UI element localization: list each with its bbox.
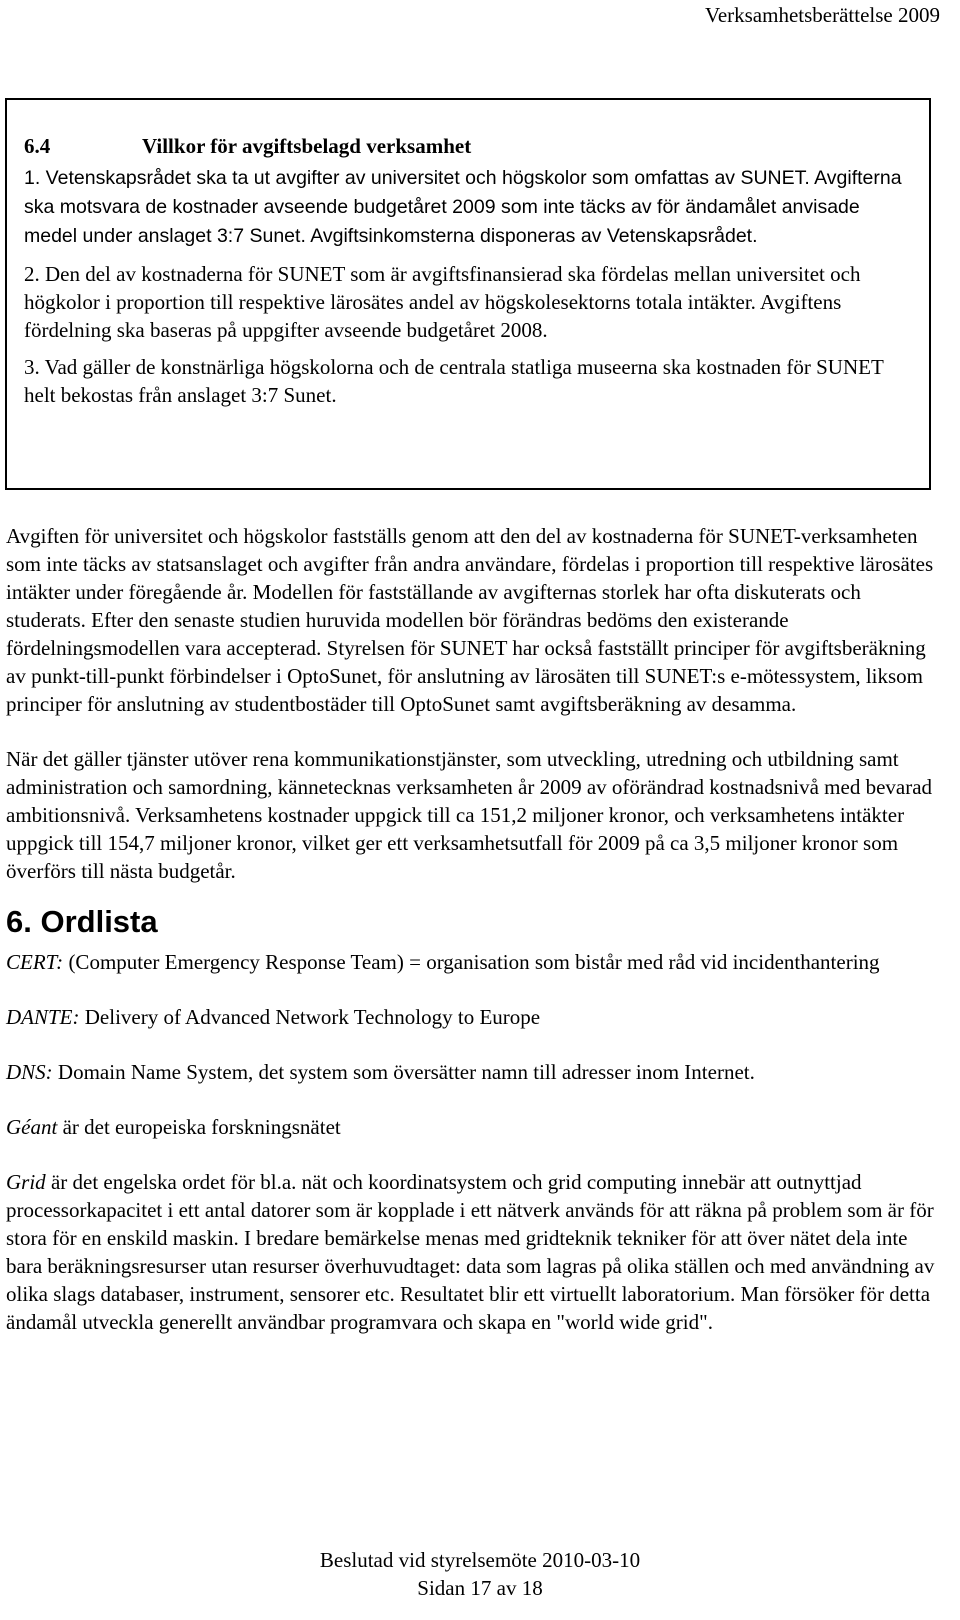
glossary-definition: Domain Name System, det system som översätter namn till adresser inom Internet.: [52, 1060, 755, 1084]
condition-item-2: 2. Den del av kostnaderna för SUNET som är avgiftsfinansierad ska fördelas mellan universitet och högkolor i proportion till respektive lärosätes andel av högskolesektorns totala intäkter. Avgiftens fördelning ska baseras på uppgifter avseende budgetåret 2008.: [24, 262, 861, 342]
section-heading: [24, 132, 909, 160]
glossary-definition: är det engelska ordet för bl.a. nät och koordinatsystem och grid computing innebär att outnyttjad processorkapacitet i ett antal datorer som är kopplade i ett nätverk används för att räkna på problem som är för stora för en enskild maskin. I bredare bemärkelse menas med gridteknik tekniker för att över nätet dela inte bara beräkningsresurser utan resurser överhuvudtaget: data som lagras på olika ställen och med användning av olika slags databaser, instrument, sensorer etc. Resultatet blir ett virtuellt laboratorium. Man försöker för detta ändamål utveckla generellt användbar programvara och skapa en "world wide grid".: [6, 1170, 935, 1334]
conditions-box: [5, 98, 931, 490]
glossary-heading: 6. Ordlista: [6, 904, 158, 939]
glossary-term: CERT:: [6, 950, 64, 974]
glossary-definition: (Computer Emergency Response Team) = organisation som bistår med råd vid incidenthantering: [63, 950, 880, 974]
paragraph-services: När det gäller tjänster utöver rena kommunikationstjänster, som utveckling, utredning och utbildning samt administration och samordning, kännetecknas verksamheten år 2009 av oförändrad kostnadsnivå med bevarad ambitionsnivå. Verksamhetens kostnader uppgick till ca 151,2 miljoner kronor, och verksamhetens intäkter uppgick till 154,7 miljoner kronor, vilket ger ett verksamhetsutfall för 2009 på ca 3,5 miljoner kronor som överförs till nästa budgetår.: [6, 747, 933, 883]
running-header: Verksamhetsberättelse 2009: [704, 3, 940, 27]
condition-item-1: 1. Vetenskapsrådet ska ta ut avgifter av universitet och högskolor som omfattas av SUNET. Avgifterna ska motsvara de kostnader avseende budgetåret 2009 som inte täcks av för ändamålet anvisade medel under anslaget 3:7 Sunet. Avgiftsinkomsterna disponeras av Vetenskapsrådet.: [24, 167, 902, 247]
main-content: [6, 522, 936, 1363]
glossary-entry: [6, 1113, 936, 1141]
condition-item-3: 3. Vad gäller de konstnärliga högskolorna och de centrala statliga museerna ska kostnaden för SUNET helt bekostas från anslaget 3:7 Sunet.: [24, 355, 884, 407]
section-title: Villkor för avgiftsbelagd verksamhet: [142, 134, 472, 158]
glossary-entry: [6, 948, 936, 976]
footer-decision-date: Beslutad vid styrelsemöte 2010-03-10: [319, 1548, 641, 1572]
footer-page-number: Sidan 17 av 18: [417, 1576, 543, 1600]
paragraph-fees: Avgiften för universitet och högskolor fastställs genom att den del av kostnaderna för SUNET-verksamheten som inte täcks av statsanslaget och avgifter från andra användare, fördelas i proportion till respektive lärosätes intäkter under föregående år. Modellen för fastställande av avgifternas storlek har ofta diskuterats och studerats. Efter den senaste studien huruvida modellen bör förändras bedöms den existerande fördelningsmodellen vara accepterad. Styrelsen för SUNET har också fastställt principer för avgiftsberäkning av punkt-till-punkt förbindelser i OptoSunet, för anslutning av lärosäten till SUNET:s e-mötessystem, liksom principer för anslutning av studentbostäder till OptoSunet samt avgiftsberäkning av desamma.: [6, 524, 934, 716]
glossary-term: Grid: [6, 1170, 46, 1194]
glossary-entry: [6, 1168, 936, 1336]
glossary-definition: Delivery of Advanced Network Technology to Europe: [79, 1005, 541, 1029]
page-footer: [0, 1546, 960, 1602]
section-number: 6.4: [24, 134, 51, 158]
glossary-entry: [6, 1058, 936, 1086]
glossary-term: DANTE:: [6, 1005, 80, 1029]
glossary-term: Géant: [6, 1115, 58, 1139]
glossary-definition: är det europeiska forskningsnätet: [57, 1115, 341, 1139]
glossary-entry: [6, 1003, 936, 1031]
glossary-term: DNS:: [6, 1060, 53, 1084]
